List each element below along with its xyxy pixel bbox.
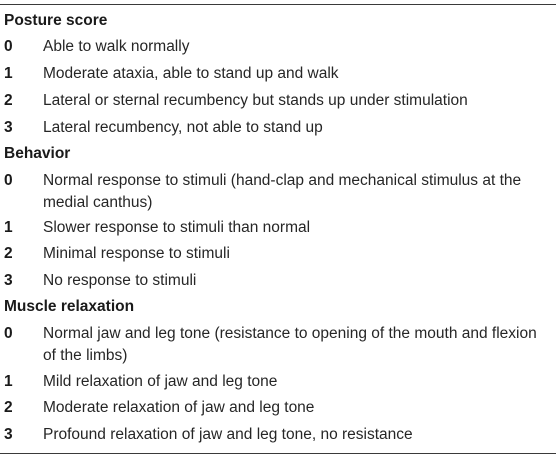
score-code: 1	[4, 373, 13, 390]
score-code: 2	[4, 92, 13, 109]
score-description: Lateral or sternal recumbency but stands up under stimulation	[43, 92, 468, 109]
score-description: Moderate ataxia, able to stand up and walk	[43, 65, 339, 82]
score-code: 0	[4, 38, 13, 55]
score-code: 3	[4, 272, 13, 289]
score-description: Profound relaxation of jaw and leg tone, no resistance	[43, 426, 413, 443]
score-code: 2	[4, 399, 13, 416]
table-bottom-rule	[0, 453, 556, 454]
score-code: 2	[4, 245, 13, 262]
score-description: Minimal response to stimuli	[43, 245, 230, 262]
score-code: 0	[4, 172, 13, 189]
section-title-muscle-relaxation: Muscle relaxation	[4, 298, 135, 315]
score-code: 1	[4, 65, 13, 82]
score-code: 3	[4, 119, 13, 136]
section-title-posture-score: Posture score	[4, 12, 108, 29]
score-description: Moderate relaxation of jaw and leg tone	[43, 399, 315, 416]
score-code: 0	[4, 325, 13, 342]
score-description: Mild relaxation of jaw and leg tone	[43, 373, 278, 390]
score-description: Normal response to stimuli (hand-clap and mechanical stimulus at the medial canthus)	[43, 172, 522, 211]
table-top-rule	[0, 4, 556, 5]
score-description: Slower response to stimuli than normal	[43, 219, 311, 236]
score-code: 1	[4, 219, 13, 236]
score-description: Normal jaw and leg tone (resistance to opening of the mouth and flexion of the limbs)	[43, 325, 537, 364]
score-description: Lateral recumbency, not able to stand up	[43, 119, 323, 136]
score-description: Able to walk normally	[43, 38, 190, 55]
score-description: No response to stimuli	[43, 272, 197, 289]
score-code: 3	[4, 426, 13, 443]
section-title-behavior: Behavior	[4, 145, 71, 162]
